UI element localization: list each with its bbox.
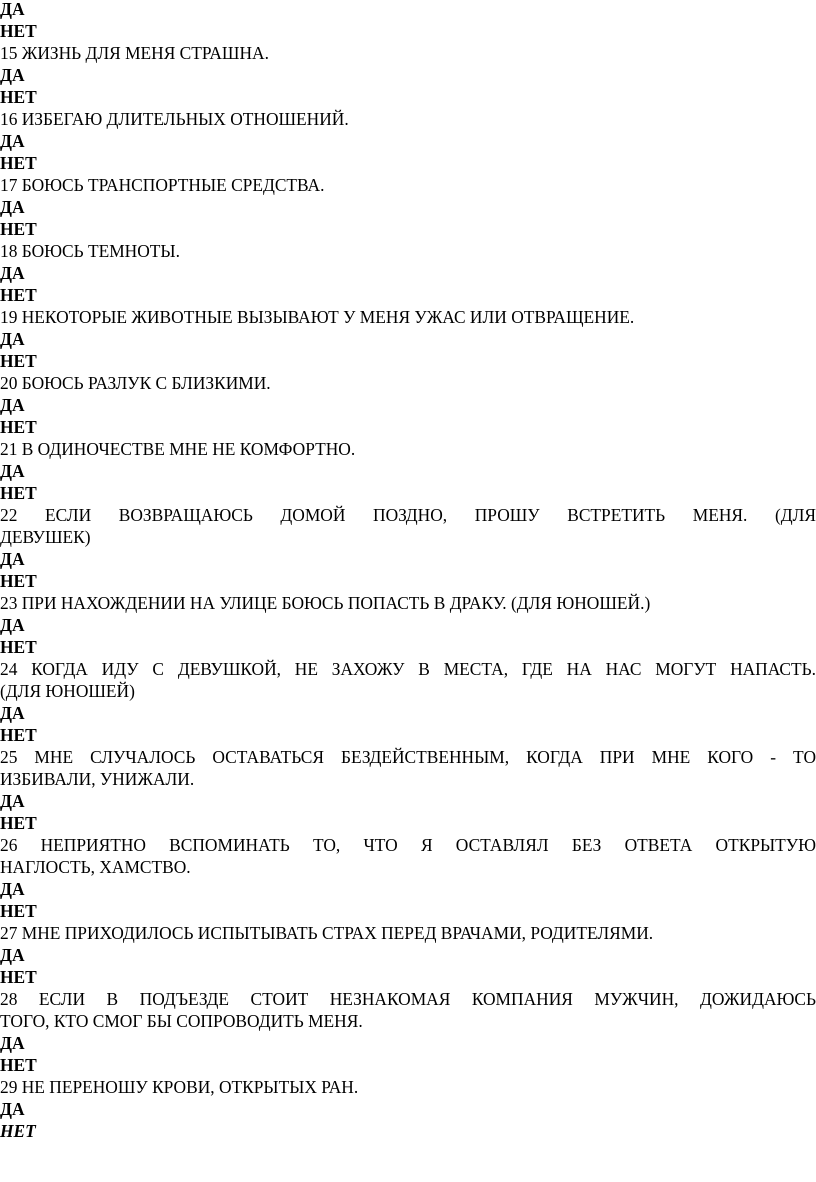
question-text-line: 15 ЖИЗНЬ ДЛЯ МЕНЯ СТРАШНА. bbox=[0, 43, 269, 63]
question-item-17 bbox=[0, 174, 816, 240]
question-text-line: 26 НЕПРИЯТНО ВСПОМИНАТЬ ТО, ЧТО Я ОСТАВЛЯЛ БЕЗ ОТВЕТА ОТКРЫТУЮ bbox=[0, 835, 816, 855]
question-text-line: 19 НЕКОТОРЫЕ ЖИВОТНЫЕ ВЫЗЫВАЮТ У МЕНЯ УЖАС ИЛИ ОТВРАЩЕНИЕ. bbox=[0, 307, 635, 327]
answer-yes: ДА bbox=[0, 65, 25, 85]
question-item-28 bbox=[0, 988, 816, 1076]
answer-no: НЕТ bbox=[0, 483, 37, 503]
question-text-line: 27 МНЕ ПРИХОДИЛОСЬ ИСПЫТЫВАТЬ СТРАХ ПЕРЕД ВРАЧАМИ, РОДИТЕЛЯМИ. bbox=[0, 923, 654, 943]
question-item-26 bbox=[0, 834, 816, 922]
question-item-29 bbox=[0, 1076, 816, 1142]
question-text-line: 21 В ОДИНОЧЕСТВЕ МНЕ НЕ КОМФОРТНО. bbox=[0, 439, 356, 459]
answer-no: НЕТ bbox=[0, 153, 37, 173]
answer-yes: ДА bbox=[0, 615, 25, 635]
answer-yes: ДА bbox=[0, 1099, 25, 1119]
question-text-line: 16 ИЗБЕГАЮ ДЛИТЕЛЬНЫХ ОТНОШЕНИЙ. bbox=[0, 109, 349, 129]
answer-yes: ДА bbox=[0, 131, 25, 151]
answer-no: НЕТ bbox=[0, 21, 37, 41]
answer-yes: ДА bbox=[0, 549, 25, 569]
question-text-line: НАГЛОСТЬ, ХАМСТВО. bbox=[0, 857, 191, 877]
answer-no: НЕТ bbox=[0, 967, 37, 987]
question-text-line: ТОГО, КТО СМОГ БЫ СОПРОВОДИТЬ МЕНЯ. bbox=[0, 1011, 363, 1031]
question-text-line: (ДЛЯ ЮНОШЕЙ) bbox=[0, 681, 135, 701]
question-item-21 bbox=[0, 438, 816, 504]
question-text-line: 23 ПРИ НАХОЖДЕНИИ НА УЛИЦЕ БОЮСЬ ПОПАСТЬ В ДРАКУ. (ДЛЯ ЮНОШЕЙ.) bbox=[0, 593, 651, 613]
answer-no: НЕТ bbox=[0, 351, 37, 371]
question-item-22 bbox=[0, 504, 816, 592]
answer-no: НЕТ bbox=[0, 725, 37, 745]
question-item-15 bbox=[0, 42, 816, 108]
question-text-line: 28 ЕСЛИ В ПОДЪЕЗДЕ СТОИТ НЕЗНАКОМАЯ КОМПАНИЯ МУЖЧИН, ДОЖИДАЮСЬ bbox=[0, 989, 816, 1009]
answer-yes: ДА bbox=[0, 461, 25, 481]
question-item-18 bbox=[0, 240, 816, 306]
question-list bbox=[0, 42, 816, 1142]
answer-no: НЕТ bbox=[0, 813, 37, 833]
answer-no: НЕТ bbox=[0, 87, 37, 107]
question-text-line: ДЕВУШЕК) bbox=[0, 527, 91, 547]
answer-yes: ДА bbox=[0, 879, 25, 899]
answer-yes: ДА bbox=[0, 945, 25, 965]
question-text-line: ИЗБИВАЛИ, УНИЖАЛИ. bbox=[0, 769, 195, 789]
answer-yes: ДА bbox=[0, 0, 25, 19]
question-item-20 bbox=[0, 372, 816, 438]
question-text-line: 18 БОЮСЬ ТЕМНОТЫ. bbox=[0, 241, 180, 261]
question-text-line: 22 ЕСЛИ ВОЗВРАЩАЮСЬ ДОМОЙ ПОЗДНО, ПРОШУ ВСТРЕТИТЬ МЕНЯ. (ДЛЯ bbox=[0, 505, 816, 525]
answer-no: НЕТ bbox=[0, 901, 37, 921]
answer-yes: ДА bbox=[0, 395, 25, 415]
answer-no: НЕТ bbox=[0, 1121, 36, 1141]
answer-no: НЕТ bbox=[0, 285, 37, 305]
question-item-25 bbox=[0, 746, 816, 834]
question-item-23 bbox=[0, 592, 816, 658]
question-item-19 bbox=[0, 306, 816, 372]
question-text-line: 24 КОГДА ИДУ С ДЕВУШКОЙ, НЕ ЗАХОЖУ В МЕСТА, ГДЕ НА НАС МОГУТ НАПАСТЬ. bbox=[0, 659, 816, 679]
question-item-27 bbox=[0, 922, 816, 988]
answer-yes: ДА bbox=[0, 329, 25, 349]
answer-yes: ДА bbox=[0, 703, 25, 723]
question-item-16 bbox=[0, 108, 816, 174]
question-item-24 bbox=[0, 658, 816, 746]
question-text-line: 20 БОЮСЬ РАЗЛУК С БЛИЗКИМИ. bbox=[0, 373, 271, 393]
answer-no: НЕТ bbox=[0, 417, 37, 437]
question-text-line: 17 БОЮСЬ ТРАНСПОРТНЫЕ СРЕДСТВА. bbox=[0, 175, 325, 195]
answer-no: НЕТ bbox=[0, 219, 37, 239]
question-text-line: 25 МНЕ СЛУЧАЛОСЬ ОСТАВАТЬСЯ БЕЗДЕЙСТВЕННЫМ, КОГДА ПРИ МНЕ КОГО - ТО bbox=[0, 747, 816, 767]
answer-no: НЕТ bbox=[0, 1055, 37, 1075]
answer-yes: ДА bbox=[0, 263, 25, 283]
answer-yes: ДА bbox=[0, 1033, 25, 1053]
answer-no: НЕТ bbox=[0, 637, 37, 657]
answer-yes: ДА bbox=[0, 197, 25, 217]
answer-no: НЕТ bbox=[0, 571, 37, 591]
answer-yes: ДА bbox=[0, 791, 25, 811]
question-text-line: 29 НЕ ПЕРЕНОШУ КРОВИ, ОТКРЫТЫХ РАН. bbox=[0, 1077, 359, 1097]
